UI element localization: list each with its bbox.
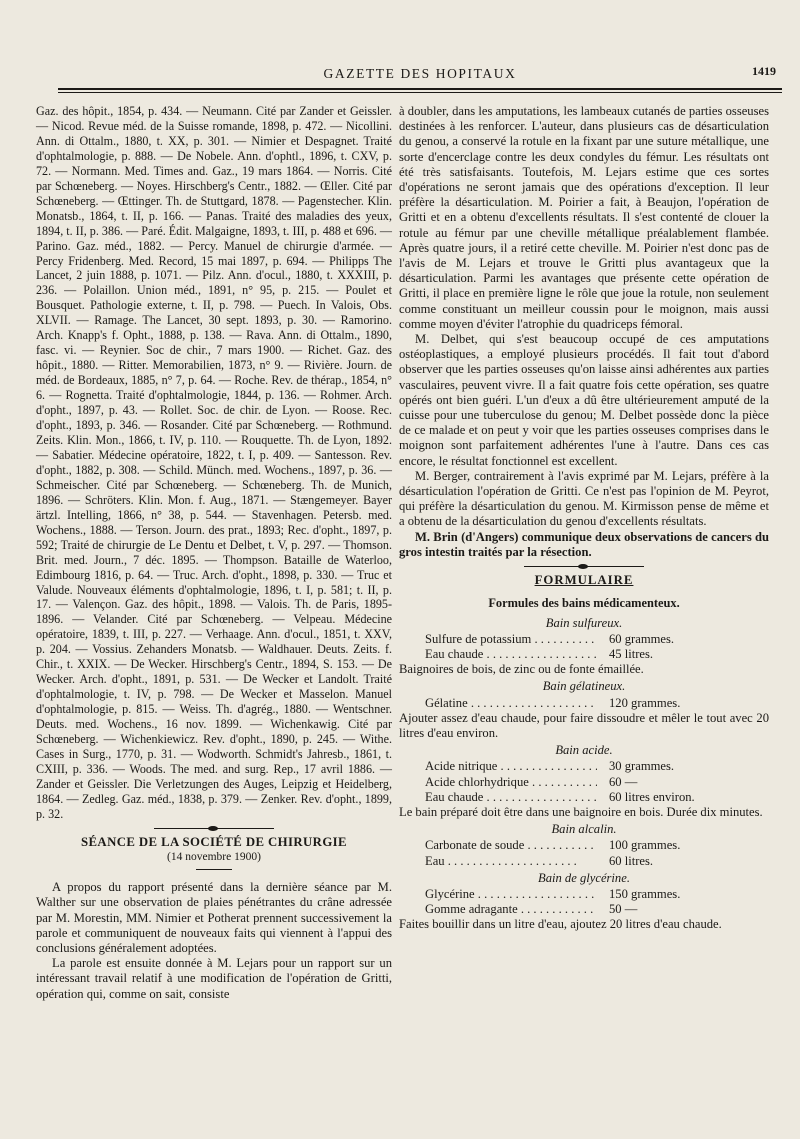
quantity: 60 grammes. xyxy=(609,631,675,646)
recipe-row xyxy=(425,790,769,805)
quantity: 30 grammes. xyxy=(609,759,675,774)
article-paragraph-1: à doubler, dans les amputations, les lambeaux cutanés de parties osseuses destinées à les renforcer. L'auteur, dans plusieurs cas de désarticulation du genou, a conservé la rotule en la fixant par une suture métallique, une sorte d'encerclage contre les deux condyles du fémur. Les résultats ont été très satisfaisants. Toutefois, M. Lejars estime que ces sortes d'opérations ne seront jamais que des opérations d'exception. Il leur préfère la désarticulation. M. Poirier a fait, à Beaujon, l'opération de Gritti et en a obtenu d'excellents résultats. Il s'est contenté de clouer la rotule au fémur par une cheville métallique préalablement flambée. Après quatre jours, il a retiré cette cheville. M. Poirier n'est donc pas de l'avis de M. Lejars et trouve le Gritti plus avantageux que la désarticulation. Parmi les avantages que présente cette opération de Gritti, il place en première ligne le rôle que joue la rotule, non seulement comme constituant un meilleur coussin pour le moignon, mais aussi comme moyen d'éviter l'atrophie du quadriceps fémoral. xyxy=(399,104,769,331)
short-rule xyxy=(196,869,232,870)
ingredient: Carbonate de soude . . . xyxy=(425,838,597,853)
bain-name: Bain acide. xyxy=(555,743,613,758)
bibliography-references: Gaz. des hôpit., 1854, p. 434. — Neumann. Cité par Zander et Geissler. — Nicod. Revue méd. de la Suisse romande, 1898, p. 472. — Nicollini. Ann. di Ottalm., 1880, t. XX, p. 301. — Nimier et Despagnet. Traité d'ophtalmologie, p. 888. — De Nobele. Ann. d'ophtl., 1896, t. CXV, p. 72. — Normann. Med. Times and. Gaz., 19 mars 1864. — Norris. Cité par Schœneberg. — Noyes. Hirschberg's Centr., 1882. — Œller. Cité par Schœneberg. — Œttinger. Th. de Stuttgard, 1878. — Pagenstecher. Klin. Monatsb., 1864, t. II, p. 166. — Panas. Traité des maladies des yeux, 1894, t. II, p. 386. — Paré. Édit. Malgaigne, 1893, t. III, p. 488 et 696. — Parino. Gaz. méd., 1882. — Percy. Manuel de chirurgie d'armée. — Percy Fridenberg. Med. Record, 15 mai 1897, p. 694. — Philipps The Lancet, 2 juin 1888, p. 1071. — Pilz. Ann. d'ocul., 1880, t. XXXIII, p. 236. — Polaillon. Union méd., 1891, n° 95, p. 215. — Poulet et Bousquet. Pathologie externe, t. II, p. 798. — Puech. In Valois, Obs. XLVII. — Ramage. The Lancet, 30 sept. 1893, p. 30. — Ramorino. Arch. Knapp's f. Opht., 1888, p. 138. — Rava. Ann. di Ottalm., 1890, fasc. vi. — Reynier. Soc de chir., 7 mars 1900. — Richet. Gaz. des hôpit., 1880. — Ritter. Memorabilien, 1873, n° 9. — Rivière. Journ. de méd. de Bordeaux, 1885, n° 7, p. 64. — Roche. Rev. de thérap., 1854, n° 6. — Rognetta. Traité d'ophtalmologie, 1844, p. 136. — Rohmer. Arch. d'opht., 1897, p. 43. — Rollet. Soc. de chir. de Lyon. — Roose. Rec. d'opht., 1893, p. 346. — Rosander. Cité par Schœneberg. — Rothmund. Zeits. Klin. Mon., 1866, t. IV, p. 110. — Rouquette. Th. de Lyon, 1892. — Sabatier. Médecine opératoire, 1822, t. I, p. 409. — Santesson. Rev. d'opht., 1882, p. 308. — Schild. Münch. med. Wochens., 1897, p. 36. — Schmeischer. Cité par Schœneberg. — Schœneberg. Th. de Munich, 1896. — Schröters. Klin. Mon. f. Aug., 1871. — Stængemeyer. Bayer ärtzl. Intelling, 1866, n° 38, p. 544. — Stavenhagen. Petersb. med. Wochens., 1888. — Terson. Journ. des prat., 1893; Rec. d'opht., 1897, p. 592; Traité de chirurgie de Le Dentu et Delbet, t. V, p. 297. — Thomson. Brit. med. Journ., 7 déc. 1895. — Thompson. Bataille de Waterloo, Edimbourg 1816, p. 64. — Truc. Arch. d'opht., 1898, p. 330. — Truc et Valude. Nouveaux éléments d'ophtalmologie, 1896, t. I, p. 581; t. II, p. 17. — Valençon. Gaz. des hôpit., 1898. — Valois. Th. de Paris, 1895-1896. — Velander. Cité par Schœneberg. — Velpeau. Médecine opératoire, 1839, t. III, p. 227. — Verhaage. Ann. d'ocul., 1851, t. XXV, p. 204. — Vossius. Zehanders Monatsb. — Waldhauer. Deuts. Zeits. f. Chir., t. XXIX. — De Wecker. Hirschberg's Centr., 1894, S. 153. — De Wecker. Arch. d'opht., 1891, p. 531. — De Wecker et Landolt. Traité d'ophtalmologie, t. IV, p. 798. — De Wecker et Masselon. Manuel d'ophtalmologie, p. 815. — Weiss. Th. d'agrég., 1880. — Wentschner. Deuts. med. Wochens., 16 nov. 1899. — Wichenkawig. Cité par Schœneberg. — Wichenkiewicz. Rev. d'opht., 1890, p. 245. — Withe. Cases in Surg., 1770, p. 31. — Wodworth. Schmidt's Jahresb., 1861, t. CXIII, p. 336. — Woods. The med. and surg. Rep., 17 avril 1886. — Zander et Geissler. Die Verletzungen des Auges, Leipzig et Heidelberg, 1864. — Zedleg. Gaz. méd., 1838, p. 379. — Zenker. Rev. d'opht., 1899, p. 32. xyxy=(36,104,392,821)
article-paragraph-2: M. Delbet, qui s'est beaucoup occupé de ces amputations ostéoplastiques, a employé plusieurs procédés. Il fait tout d'abord observer que les parties osseuses qu'on laisse ainsi adhérentes aux parties vasculaires, peuvent vivre. Il a fait quatre fois cette opération, ses quatre opérés ont bien guéri. L'un d'eux a dû être ultérieurement amputé de la cuisse pour une tuberculose du genou; M. Delbet possède donc la pièce de ce malade et on peut y voir que les parties osseuses comprises dans le moignon sont parfaitement adhérentes l'une à l'autre. Dans ces cas encore, le résultat fonctionnel est excellent. xyxy=(399,332,769,468)
ingredient: Glycérine . . . xyxy=(425,887,597,902)
bain-gelatineux xyxy=(399,679,769,741)
section-separator xyxy=(154,828,274,829)
page-header xyxy=(58,62,782,86)
article-paragraph-3: M. Berger, contrairement à l'avis exprimé par M. Lejars, préfère à la désarticulation l'opération de Gritti. Ce n'est pas l'opinion de M. Peyrot, qui préfère la désarticulation du genou. M. Kirmisson pense de même et a obtenu de la désarticulation du genou d'excellents résultats. xyxy=(399,468,769,529)
seance-paragraph-2: La parole est ensuite donnée à M. Lejars pour un rapport sur un intéressant travail relatif à une modification de l'opération de Gritti, opération qui, comme on sait, consiste xyxy=(36,956,392,1001)
quantity: 60 litres. xyxy=(609,853,654,868)
seance-title: SÉANCE DE LA SOCIÉTÉ DE CHIRURGIE xyxy=(80,834,347,849)
recipe-row xyxy=(425,854,769,869)
bain-glycerine xyxy=(399,871,769,933)
header-rule-thick xyxy=(58,88,782,90)
bain-alcalin xyxy=(399,822,769,869)
section-separator xyxy=(524,566,644,567)
right-column xyxy=(399,104,769,933)
quantity: 120 grammes. xyxy=(609,695,681,710)
recipe xyxy=(425,887,769,917)
bain-note: Baignoires de bois, de zinc ou de fonte émaillée. xyxy=(399,662,644,677)
quantity: 45 litres. xyxy=(609,646,654,661)
quantity: 100 grammes. xyxy=(609,838,681,853)
recipe-row xyxy=(425,887,769,902)
recipe xyxy=(425,759,769,805)
ingredient: Gomme adragante . . . xyxy=(425,902,597,917)
recipe-row xyxy=(425,838,769,853)
ingredient: Acide nitrique . . . xyxy=(425,759,597,774)
bain-name: Bain gélatineux. xyxy=(542,679,626,694)
quantity: 50 — xyxy=(609,902,638,917)
bain-note: Le bain préparé doit être dans une baignoire en bois. Durée dix minutes. xyxy=(399,804,763,819)
journal-title: GAZETTE DES HOPITAUX xyxy=(323,66,517,81)
formulaire-title: FORMULAIRE xyxy=(534,573,634,588)
recipe xyxy=(425,632,769,662)
recipe xyxy=(425,838,769,868)
bain-acide xyxy=(399,743,769,820)
article-paragraph-4: M. Brin (d'Angers) communique deux observations de cancers du gros intestin traités par la résection. xyxy=(399,529,769,559)
ingredient: Eau . . . xyxy=(425,854,597,869)
ingredient: Sulfure de potassium . . . xyxy=(425,632,597,647)
bain-name: Bain de glycérine. xyxy=(538,870,630,885)
seance-paragraph-1: A propos du rapport présenté dans la dernière séance par M. Walther sur une observation de plaies pénétrantes du crâne adressée par M. Morestin, MM. Nimier et Potherat prennent successivement la parole et communiquent de nouveaux faits qui viennent à l'appui des conclusions généralement adoptées. xyxy=(36,880,392,955)
quantity: 150 grammes. xyxy=(609,886,681,901)
recipe-row xyxy=(425,759,769,774)
ingredient: Gélatine . . . xyxy=(425,696,597,711)
recipe-row xyxy=(425,902,769,917)
page-number: 1419 xyxy=(752,64,776,78)
ingredient: Eau chaude . . . xyxy=(425,790,597,805)
recipe-row xyxy=(425,632,769,647)
quantity: 60 — xyxy=(609,774,638,789)
recipe-row xyxy=(425,775,769,790)
formules-title: Formules des bains médicamenteux. xyxy=(488,596,680,611)
ingredient: Eau chaude . . . xyxy=(425,647,597,662)
bain-note: Faites bouillir dans un litre d'eau, ajoutez 20 litres d'eau chaude. xyxy=(399,917,722,932)
recipe xyxy=(425,696,769,711)
bain-name: Bain sulfureux. xyxy=(545,615,623,630)
left-column xyxy=(36,104,392,1002)
seance-date: (14 novembre 1900) xyxy=(167,850,261,863)
recipe-row xyxy=(425,647,769,662)
ingredient: Acide chlorhydrique . . . xyxy=(425,775,597,790)
bain-note: Ajouter assez d'eau chaude, pour faire dissoudre et mêler le tout avec 20 litres d'eau environ. xyxy=(399,710,769,740)
bain-sulfureux xyxy=(399,616,769,678)
recipe-row xyxy=(425,696,769,711)
bain-name: Bain alcalin. xyxy=(551,822,617,837)
header-rule-thin xyxy=(58,92,782,93)
quantity: 60 litres environ. xyxy=(609,789,695,804)
